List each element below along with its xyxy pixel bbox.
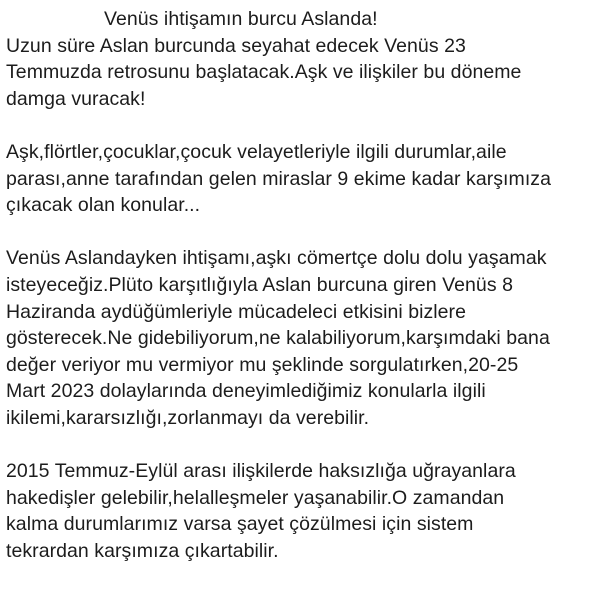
text-line: ikilemi,kararsızlığı,zorlanmayı da verebilir. bbox=[6, 406, 370, 429]
post-text bbox=[6, 6, 598, 564]
text-line: Venüs Aslandayken ihtişamı,aşkı cömertçe dolu dolu yaşamak bbox=[6, 247, 547, 270]
text-line: Aşk,flörtler,çocuklar,çocuk velayetleriyle ilgili durumlar,aile bbox=[6, 140, 507, 163]
text-line: değer veriyor mu vermiyor mu şeklinde sorgulatırken,20-25 bbox=[6, 353, 519, 376]
text-line: kalma durumlarımız varsa şayet çözülmesi için sistem bbox=[6, 513, 474, 536]
text-line: Temmuzda retrosunu başlatacak.Aşk ve ilişkiler bu döneme bbox=[6, 61, 522, 84]
paragraph-gap bbox=[6, 112, 598, 139]
text-line: Mart 2023 dolaylarında deneyimlediğimiz konularla ilgili bbox=[6, 380, 486, 403]
text-line: tekrardan karşımıza çıkartabilir. bbox=[6, 539, 279, 562]
paragraph-3 bbox=[6, 245, 598, 431]
text-line: çıkacak olan konular... bbox=[6, 194, 201, 217]
paragraph-gap bbox=[6, 432, 598, 459]
text-line: Uzun süre Aslan burcunda seyahat edecek Venüs 23 bbox=[6, 34, 466, 57]
text-line: gösterecek.Ne gidebiliyorum,ne kalabiliyorum,karşımdaki bana bbox=[6, 327, 550, 350]
paragraph-1 bbox=[6, 33, 598, 113]
text-line: hakedişler gelebilir,helalleşmeler yaşanabilir.O zamandan bbox=[6, 486, 505, 509]
post-title: Venüs ihtişamın burcu Aslanda! bbox=[104, 8, 378, 30]
paragraph-gap bbox=[6, 219, 598, 246]
text-line: parası,anne tarafından gelen miraslar 9 ekime kadar karşımıza bbox=[6, 167, 551, 190]
text-line: damga vuracak! bbox=[6, 87, 146, 110]
text-line: Haziranda aydüğümleriyle mücadeleci etkisini bizlere bbox=[6, 300, 466, 323]
text-line: 2015 Temmuz-Eylül arası ilişkilerde haksızlığa uğrayanlara bbox=[6, 460, 516, 483]
paragraph-2 bbox=[6, 139, 598, 219]
paragraph-4 bbox=[6, 458, 598, 564]
text-line: isteyeceğiz.Plüto karşıtlığıyla Aslan burcuna giren Venüs 8 bbox=[6, 273, 513, 296]
